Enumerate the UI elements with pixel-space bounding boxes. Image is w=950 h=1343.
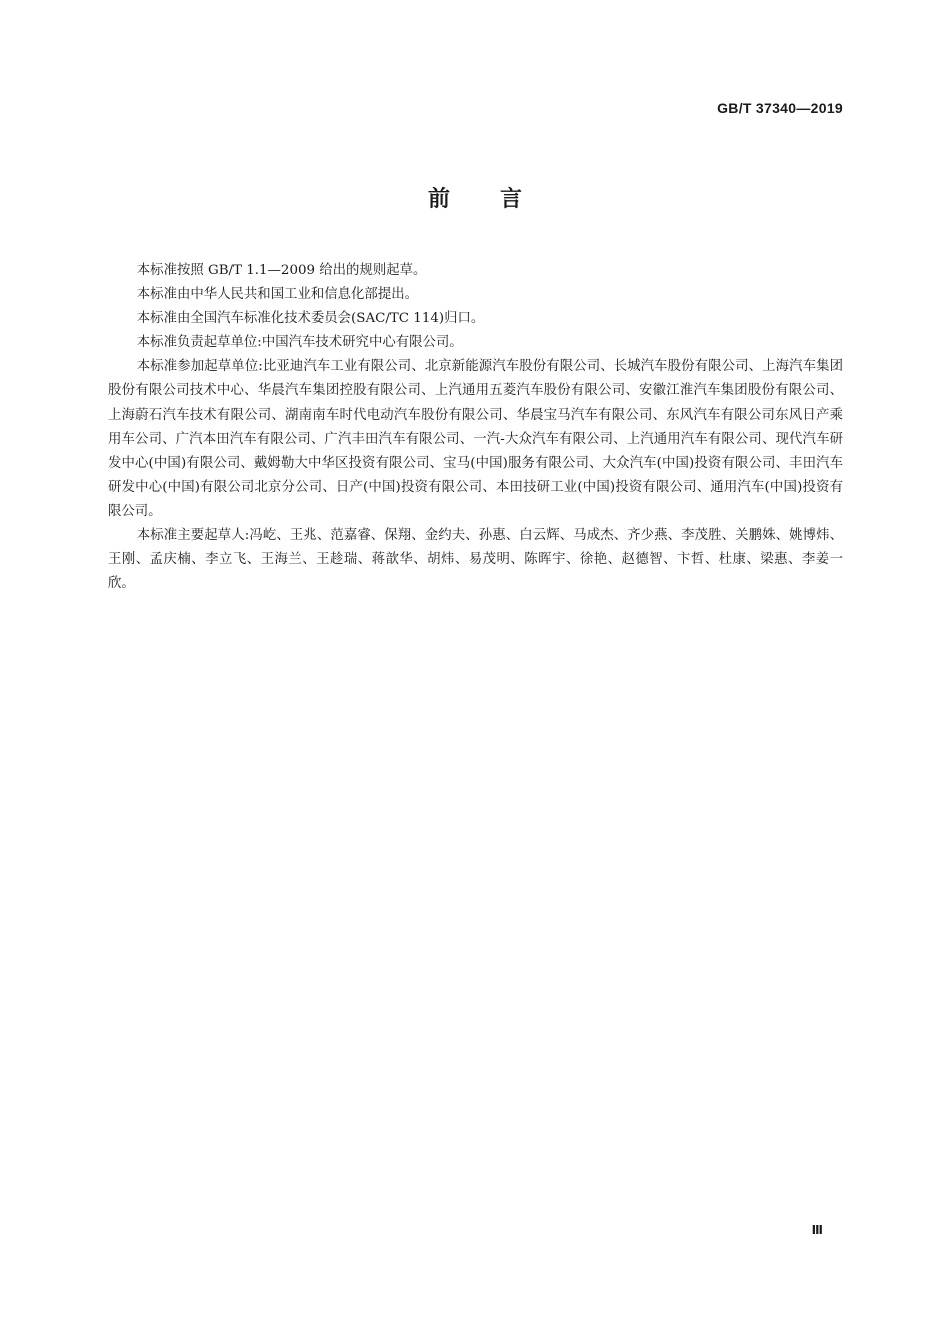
section-title: 前言 bbox=[427, 187, 572, 212]
standard-number: GB/T 37340—2019 bbox=[717, 100, 843, 116]
paragraph-technical-committee: 本标准由全国汽车标准化技术委员会(SAC/TC 114)归口。 bbox=[136, 311, 485, 327]
page-number: Ⅲ bbox=[811, 1223, 823, 1237]
paragraph-responsible-unit: 本标准负责起草单位:中国汽车技术研究中心有限公司。 bbox=[136, 335, 463, 351]
paragraph-proposer: 本标准由中华人民共和国工业和信息化部提出。 bbox=[136, 287, 418, 303]
paragraph-participating-units: 本标准参加起草单位:比亚迪汽车工业有限公司、北京新能源汽车股份有限公司、长城汽车股份有限公司、上海汽车集团股份有限公司技术中心、华晨汽车集团控股有限公司、上汽通用五菱汽车股份有限公司、安徽江淮汽车集团股份有限公司、上海蔚石汽车技术有限公司、湖南南车时代电动汽车股份有限公司、华晨宝马汽车有限公司、东风汽车有限公司东风日产乘用车公司、广汽本田汽车有限公司、广汽丰田汽车有限公司、一汽-大众汽车有限公司、上汽通用汽车有限公司、现代汽车研发中心(中国)有限公司、戴姆勒大中华区投资有限公司、宝马(中国)服务有限公司、大众汽车(中国)投资有限公司、丰田汽车研发中心(中国)有限公司北京分公司、日产(中国)投资有限公司、本田技研工业(中国)投资有限公司、通用汽车(中国)投资有限公司。 bbox=[108, 359, 843, 519]
paragraph-main-drafters: 本标准主要起草人:冯屹、王兆、范嘉睿、保翔、金约夫、孙惠、白云辉、马成杰、齐少燕、李茂胜、关鹏姝、姚博炜、王刚、孟庆楠、李立飞、王海兰、王趁瑞、蒋歆华、胡炜、易茂明、陈晖宇、徐艳、赵德智、卞哲、杜康、梁惠、李姜一欣。 bbox=[108, 528, 843, 592]
paragraph-drafting-rules: 本标准按照 GB/T 1.1—2009 给出的规则起草。 bbox=[136, 263, 427, 278]
body-text bbox=[108, 259, 843, 596]
